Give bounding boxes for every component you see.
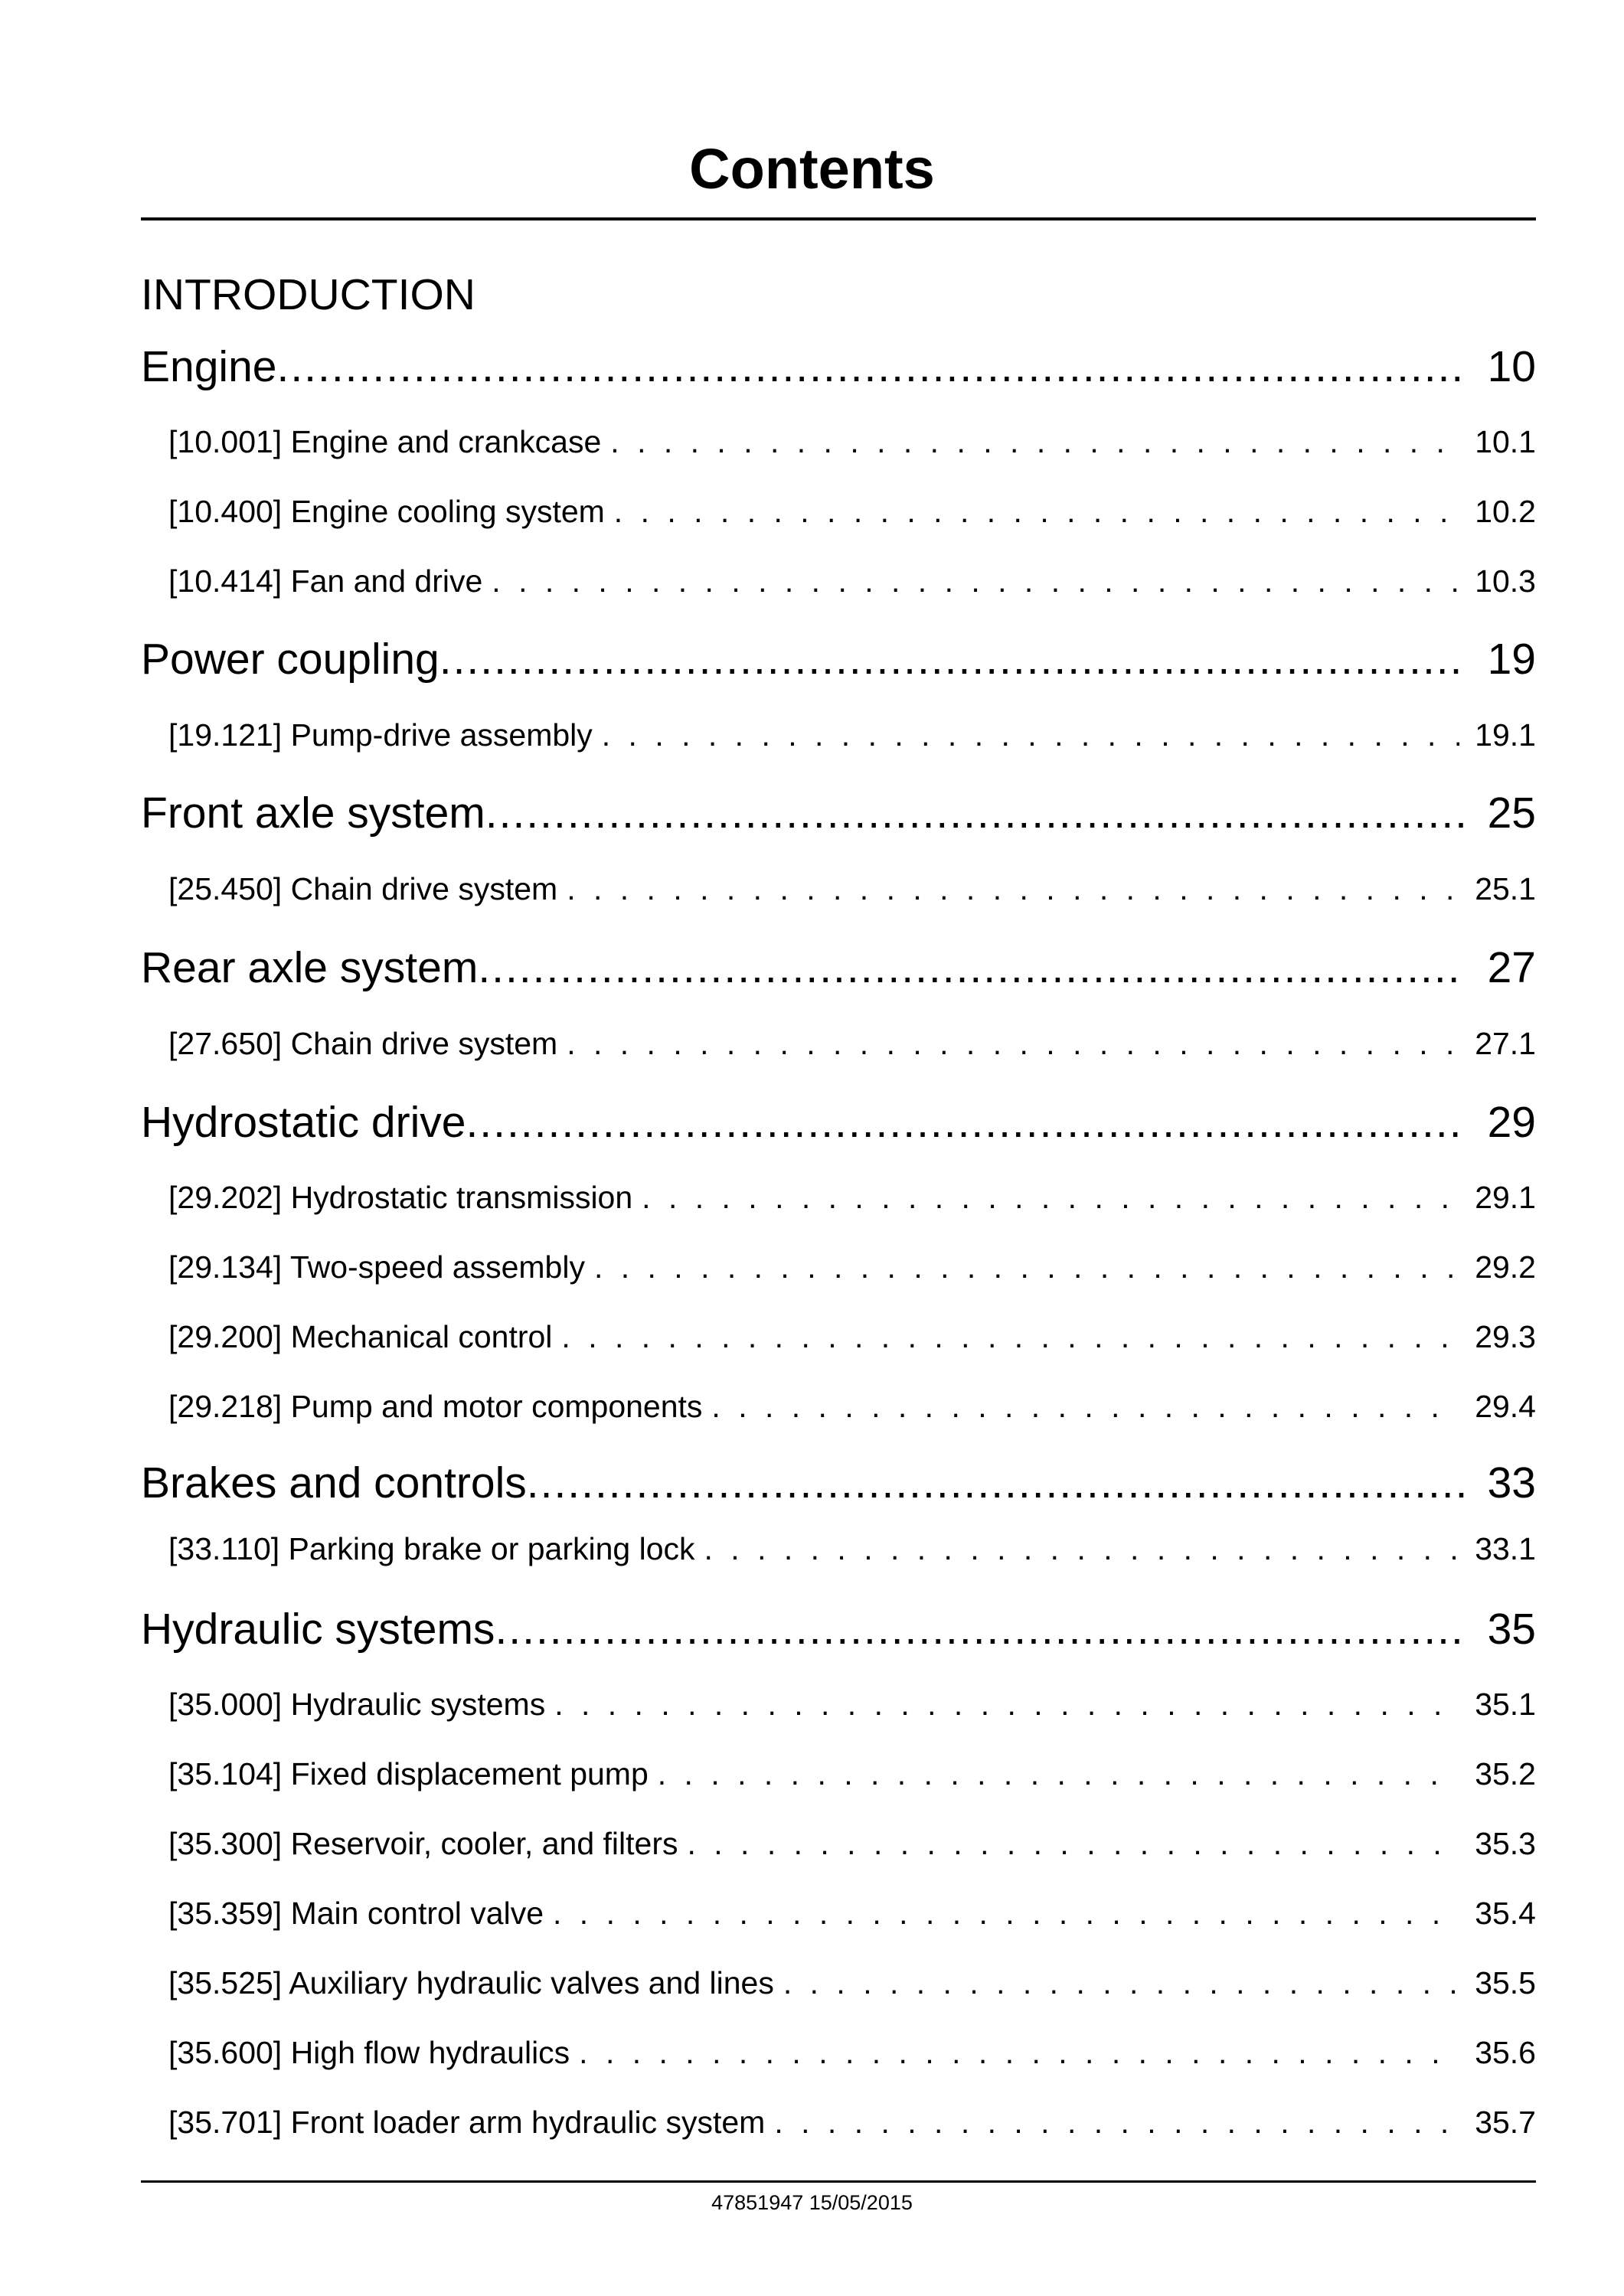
toc-section-rear-axle-system[interactable] [141, 942, 1536, 1004]
toc-leader-dots [554, 1687, 1459, 1723]
toc-leader-dots [602, 717, 1459, 753]
toc-section-label: Rear axle system [141, 943, 479, 992]
toc-item-page: 35.2 [1475, 1756, 1536, 1791]
toc-section-label: Brakes and controls [141, 1458, 527, 1507]
toc-section-hydraulic-systems[interactable] [141, 1604, 1536, 1665]
toc-leader-dots [478, 942, 1464, 993]
toc-section-label: Front axle system [141, 789, 485, 838]
toc-leader-dots [594, 1249, 1459, 1285]
toc-leader-dots [495, 1604, 1464, 1654]
toc-section-front-axle-system[interactable] [141, 788, 1536, 849]
toc-section-page: 10 [1487, 342, 1536, 391]
toc-item-label: [35.000] Hydraulic systems [168, 1687, 546, 1722]
toc-item-label: [19.121] Pump-drive assembly [168, 717, 593, 753]
page-footer: 47851947 15/05/2015 [711, 2191, 913, 2214]
toc-item-label: [29.218] Pump and motor components [168, 1389, 703, 1424]
toc-item[interactable] [168, 494, 1536, 537]
toc-section-page: 27 [1487, 943, 1536, 992]
toc-leader-dots [527, 1458, 1465, 1508]
toc-item-page: 35.4 [1475, 1896, 1536, 1931]
toc-item-page: 19.1 [1475, 717, 1536, 753]
toc-introduction-heading: INTRODUCTION [141, 270, 475, 319]
toc-item-label: [10.001] Engine and crankcase [168, 424, 602, 459]
toc-item-page: 33.1 [1475, 1531, 1536, 1566]
toc-item[interactable] [168, 563, 1536, 606]
toc-leader-dots [439, 634, 1465, 684]
toc-item-page: 29.1 [1475, 1180, 1536, 1215]
toc-leader-dots [711, 1389, 1459, 1425]
toc-item[interactable] [168, 1319, 1536, 1362]
toc-item-page: 25.1 [1475, 871, 1536, 906]
toc-item-label: [29.202] Hydrostatic transmission [168, 1180, 633, 1215]
toc-leader-dots [277, 341, 1465, 392]
toc-item-label: [35.525] Auxiliary hydraulic valves and lines [168, 1965, 774, 2000]
toc-leader-dots [642, 1180, 1459, 1216]
toc-item[interactable] [168, 1965, 1536, 2008]
toc-leader-dots [561, 1319, 1459, 1355]
toc-item-page: 27.1 [1475, 1026, 1536, 1061]
toc-section-label: Hydrostatic drive [141, 1098, 466, 1147]
toc-item-label: [10.414] Fan and drive [168, 563, 483, 599]
toc-item[interactable] [168, 717, 1536, 760]
toc-item[interactable] [168, 1026, 1536, 1069]
toc-section-page: 25 [1487, 789, 1536, 838]
toc-item-page: 35.7 [1475, 2105, 1536, 2140]
toc-item[interactable] [168, 424, 1536, 467]
toc-item-page: 29.4 [1475, 1389, 1536, 1424]
toc-item[interactable] [168, 1896, 1536, 1938]
toc-item-label: [35.300] Reservoir, cooler, and filters [168, 1826, 678, 1861]
toc-leader-dots [774, 2105, 1459, 2141]
toc-item-label: [29.134] Two-speed assembly [168, 1249, 585, 1285]
toc-item-page: 29.2 [1475, 1249, 1536, 1285]
toc-leader-dots [553, 1896, 1459, 1932]
toc-leader-dots [466, 1097, 1464, 1148]
toc-item[interactable] [168, 1756, 1536, 1799]
toc-section-label: Engine [141, 342, 277, 391]
toc-section-brakes-and-controls[interactable] [141, 1458, 1536, 1519]
toc-leader-dots [610, 424, 1459, 460]
toc-item[interactable] [168, 1249, 1536, 1292]
page-title: Contents [689, 137, 935, 201]
toc-item-page: 35.1 [1475, 1687, 1536, 1722]
toc-item-page: 35.5 [1475, 1965, 1536, 2000]
toc-item[interactable] [168, 1826, 1536, 1869]
toc-leader-dots [687, 1826, 1459, 1862]
toc-item[interactable] [168, 1180, 1536, 1223]
toc-leader-dots [579, 2035, 1459, 2071]
toc-leader-dots [485, 788, 1465, 838]
toc-leader-dots [567, 871, 1459, 907]
toc-item[interactable] [168, 2035, 1536, 2078]
toc-leader-dots [567, 1026, 1459, 1062]
toc-section-page: 33 [1487, 1458, 1536, 1507]
toc-item-page: 10.2 [1475, 494, 1536, 529]
toc-item[interactable] [168, 1687, 1536, 1729]
toc-item-page: 35.3 [1475, 1826, 1536, 1861]
toc-item-page: 10.1 [1475, 424, 1536, 459]
toc-item-page: 29.3 [1475, 1319, 1536, 1354]
toc-section-label: Hydraulic systems [141, 1605, 495, 1654]
toc-item[interactable] [168, 871, 1536, 914]
toc-section-hydrostatic-drive[interactable] [141, 1097, 1536, 1158]
toc-item-label: [29.200] Mechanical control [168, 1319, 553, 1354]
toc-item-label: [27.650] Chain drive system [168, 1026, 558, 1061]
toc-item-label: [35.600] High flow hydraulics [168, 2035, 570, 2070]
toc-item-page: 10.3 [1475, 563, 1536, 599]
toc-leader-dots [614, 494, 1459, 530]
toc-item[interactable] [168, 1389, 1536, 1432]
toc-item[interactable] [168, 1531, 1536, 1574]
toc-leader-dots [704, 1531, 1460, 1567]
toc-item-label: [35.359] Main control valve [168, 1896, 544, 1931]
toc-leader-dots [658, 1756, 1459, 1792]
toc-item[interactable] [168, 2105, 1536, 2147]
toc-section-engine[interactable] [141, 341, 1536, 403]
toc-leader-dots [492, 563, 1459, 599]
footer-divider [141, 2180, 1536, 2183]
toc-item-label: [35.701] Front loader arm hydraulic system [168, 2105, 766, 2140]
toc-section-page: 29 [1487, 1098, 1536, 1147]
toc-item-label: [10.400] Engine cooling system [168, 494, 605, 529]
toc-item-label: [25.450] Chain drive system [168, 871, 558, 906]
toc-section-page: 35 [1487, 1605, 1536, 1654]
toc-item-page: 35.6 [1475, 2035, 1536, 2070]
toc-item-label: [35.104] Fixed displacement pump [168, 1756, 649, 1791]
toc-item-label: [33.110] Parking brake or parking lock [168, 1531, 695, 1566]
toc-section-page: 19 [1487, 635, 1536, 684]
toc-leader-dots [783, 1965, 1459, 2001]
toc-section-power-coupling[interactable] [141, 634, 1536, 695]
title-divider [141, 217, 1536, 220]
toc-section-label: Power coupling [141, 635, 439, 684]
